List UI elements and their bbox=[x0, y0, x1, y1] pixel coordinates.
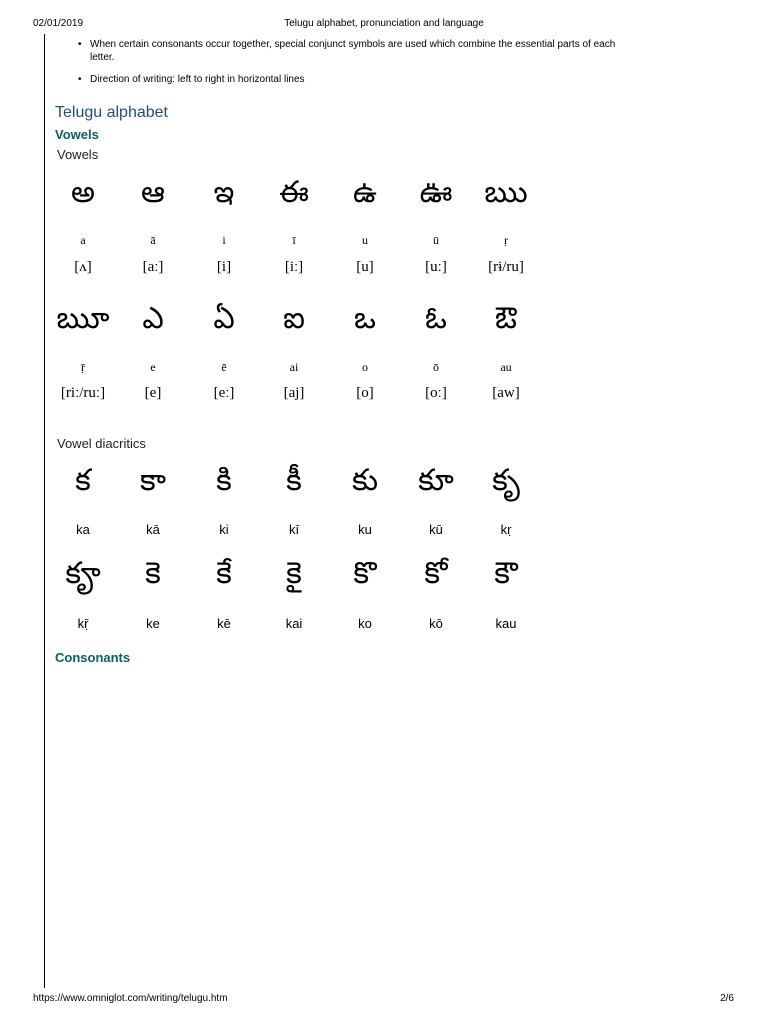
vowel-ipa: [aw] bbox=[492, 385, 520, 401]
vowel-transliteration: o bbox=[362, 360, 368, 374]
vowel-ipa: [iː] bbox=[284, 259, 304, 275]
section-heading-vowels: Vowels bbox=[55, 127, 99, 142]
syllable-label: ki bbox=[219, 522, 229, 537]
diacritic-label-row-2 bbox=[48, 616, 548, 631]
vowel-transliteration: au bbox=[500, 360, 512, 374]
left-margin-rule bbox=[44, 34, 45, 988]
vowel-transliteration: a bbox=[80, 233, 86, 247]
syllable-glyph: కౄ bbox=[65, 556, 101, 591]
vowel-ipa-row-1 bbox=[48, 259, 548, 275]
syllable-glyph: క bbox=[75, 463, 91, 498]
vowel-ipa-row-2 bbox=[48, 385, 548, 401]
vowel-ipa: [i] bbox=[216, 259, 232, 275]
syllable-label: kṛ bbox=[500, 522, 512, 537]
vowel-glyph: ఉ bbox=[353, 175, 377, 210]
vowel-glyph: ఔ bbox=[495, 301, 517, 336]
bullet-item-conjuncts: • When certain consonants occur together, special conjunct symbols are used which combine the essential parts of each letter. bbox=[74, 38, 634, 64]
vowel-transliteration: ai bbox=[289, 360, 299, 374]
vowel-ipa: [uː] bbox=[425, 259, 447, 275]
syllable-glyph: కో bbox=[424, 556, 448, 591]
syllable-label: ka bbox=[76, 522, 90, 537]
syllable-label: ke bbox=[146, 616, 160, 631]
vowel-ipa: [ʌ] bbox=[74, 259, 92, 275]
vowel-transliteration: ī bbox=[292, 233, 296, 247]
vowel-ipa: [oː] bbox=[425, 385, 447, 401]
vowel-transliteration: e bbox=[150, 360, 156, 374]
vowels-table-caption: Vowels bbox=[57, 147, 99, 162]
vowel-glyph: ౠ bbox=[56, 301, 110, 336]
vowel-ipa: [rɨ/ru] bbox=[488, 259, 524, 275]
syllable-glyph: కౌ bbox=[494, 556, 518, 591]
header-title: Telugu alphabet, pronunciation and language bbox=[284, 18, 484, 29]
vowel-transliteration: ṝ bbox=[81, 360, 85, 374]
syllable-label: ku bbox=[358, 522, 372, 537]
syllable-glyph: కు bbox=[351, 463, 379, 498]
vowel-transliteration: ō bbox=[433, 360, 439, 374]
vowel-transliteration: ē bbox=[221, 360, 227, 374]
syllable-label: kō bbox=[429, 616, 443, 631]
footer-page-number: 2/6 bbox=[720, 993, 734, 1004]
vowel-glyph: అ bbox=[71, 175, 95, 210]
vowel-transliteration: u bbox=[362, 233, 368, 247]
vowel-ipa: [e] bbox=[144, 385, 162, 401]
vowel-ipa: [u] bbox=[356, 259, 374, 275]
vowel-ipa: [aː] bbox=[142, 259, 164, 275]
diacritic-glyph-row-2 bbox=[48, 556, 548, 591]
syllable-label: kū bbox=[429, 522, 443, 537]
syllable-glyph: కా bbox=[139, 463, 166, 498]
syllable-label: kai bbox=[285, 616, 303, 631]
vowel-ipa: [aj] bbox=[283, 385, 305, 401]
vowel-transliteration: ū bbox=[433, 233, 439, 247]
syllable-label: kau bbox=[495, 616, 517, 631]
vowel-glyph: ఈ bbox=[279, 175, 309, 210]
header-date: 02/01/2019 bbox=[33, 18, 84, 29]
vowel-glyph-row-1 bbox=[48, 175, 548, 210]
vowel-glyph: ఏ bbox=[213, 301, 235, 336]
vowel-ipa: [riː/ruː] bbox=[60, 385, 106, 401]
vowel-transliteration: ṛ bbox=[504, 233, 508, 247]
vowel-glyph: ఊ bbox=[419, 175, 453, 210]
vowel-ipa: [o] bbox=[356, 385, 374, 401]
syllable-glyph: కే bbox=[216, 556, 232, 591]
footer-url: https://www.omniglot.com/writing/telugu.htm bbox=[33, 993, 228, 1004]
bullet-list bbox=[74, 38, 634, 95]
syllable-glyph: కై bbox=[286, 556, 302, 591]
vowel-glyph-row-2 bbox=[48, 301, 548, 336]
vowel-glyph: ఐ bbox=[283, 301, 305, 336]
syllable-label: kī bbox=[288, 522, 300, 537]
syllable-label: kṝ bbox=[77, 616, 89, 631]
vowel-translit-row-1 bbox=[48, 233, 548, 247]
vowel-glyph: ఓ bbox=[425, 301, 447, 336]
vowel-translit-row-2 bbox=[48, 360, 548, 374]
syllable-label: kā bbox=[146, 522, 160, 537]
diacritics-table-caption: Vowel diacritics bbox=[57, 436, 146, 451]
section-heading-telugu-alphabet: Telugu alphabet bbox=[55, 104, 168, 121]
syllable-label: kē bbox=[217, 616, 231, 631]
vowel-glyph: ఎ bbox=[142, 301, 164, 336]
diacritic-label-row-1 bbox=[48, 522, 548, 537]
vowel-transliteration: ā bbox=[150, 233, 156, 247]
vowel-glyph: ఒ bbox=[354, 301, 376, 336]
syllable-glyph: కి bbox=[216, 463, 232, 498]
section-heading-consonants: Consonants bbox=[55, 650, 131, 665]
vowel-ipa: [eː] bbox=[213, 385, 235, 401]
syllable-glyph: కృ bbox=[492, 463, 520, 498]
vowel-glyph: ఇ bbox=[213, 175, 235, 210]
syllable-glyph: కీ bbox=[286, 463, 302, 498]
vowel-glyph: ఋ bbox=[484, 175, 528, 210]
syllable-label: ko bbox=[358, 616, 372, 631]
diacritic-glyph-row-1 bbox=[48, 463, 548, 498]
syllable-glyph: కూ bbox=[418, 463, 454, 498]
syllable-glyph: కొ bbox=[353, 556, 377, 591]
bullet-item-direction: • Direction of writing: left to right in horizontal lines bbox=[74, 73, 634, 86]
syllable-glyph: కె bbox=[145, 556, 161, 591]
vowel-transliteration: i bbox=[222, 233, 226, 247]
vowel-glyph: ఆ bbox=[141, 175, 165, 210]
